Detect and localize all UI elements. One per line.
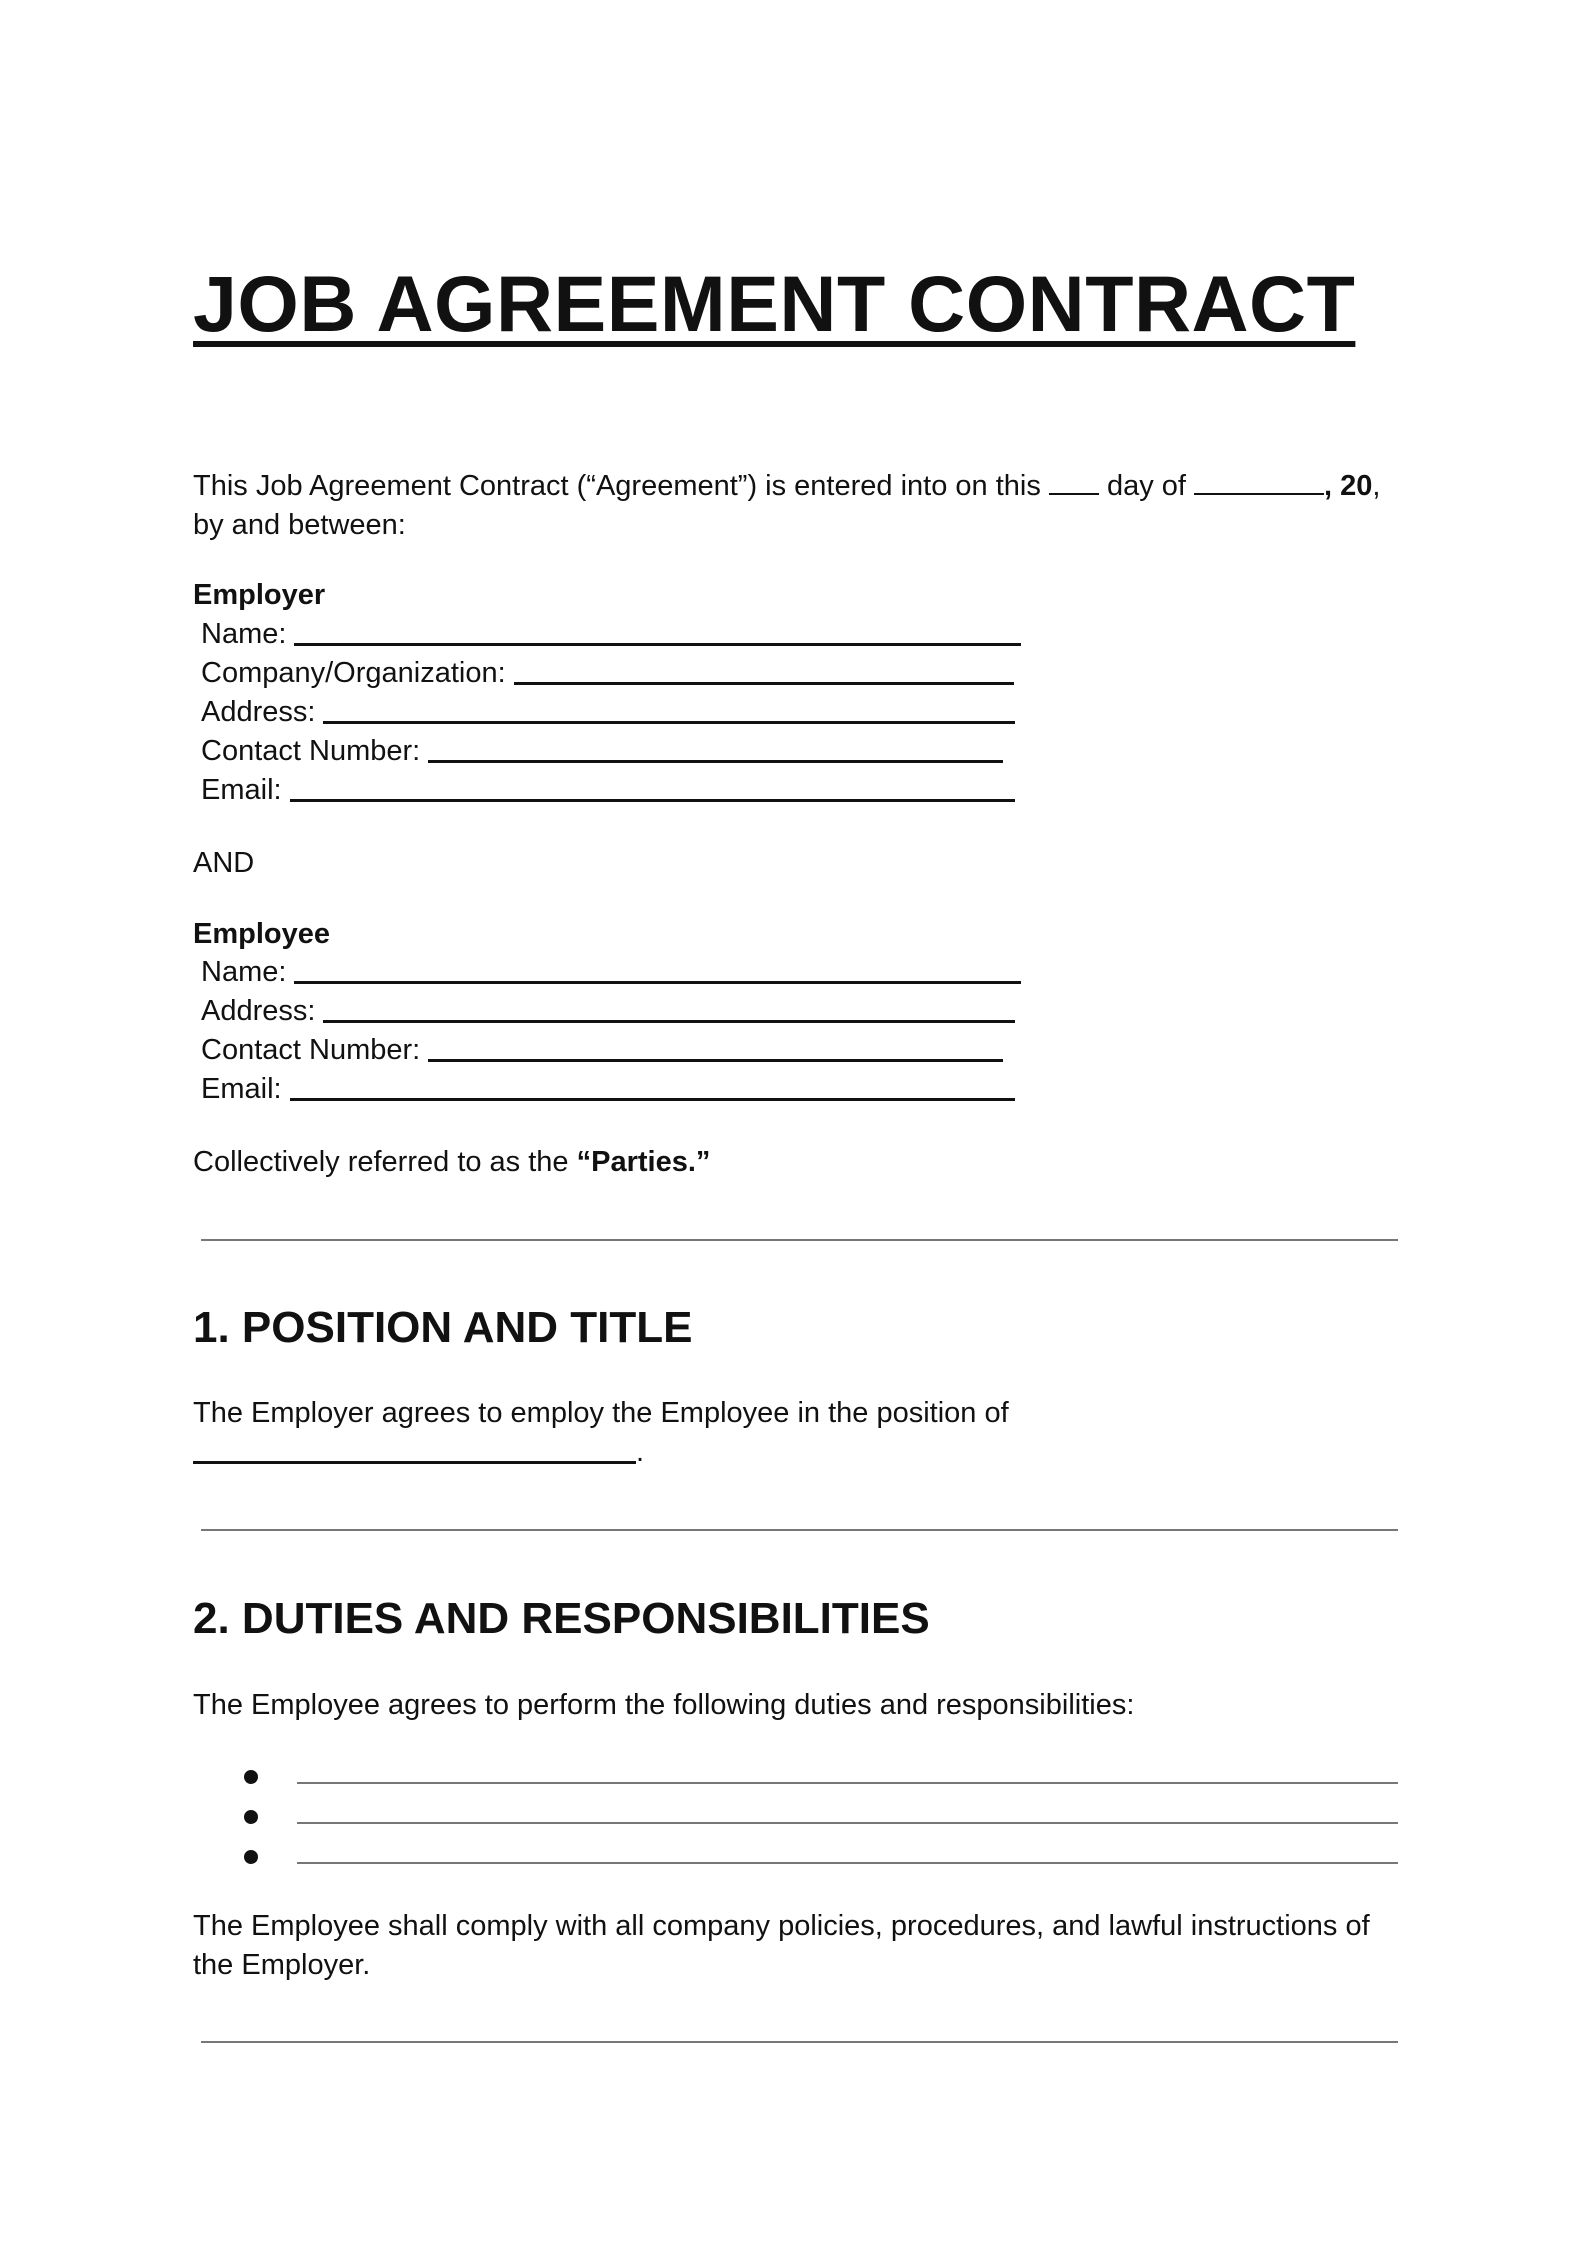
employee-contact-field[interactable]	[201, 1031, 1003, 1070]
fill-line[interactable]	[323, 721, 1015, 724]
compliance-paragraph: The Employee shall comply with all company policies, procedures, and lawful instructions of the Employer.	[193, 1910, 1370, 1981]
intro-text-2: day of	[1098, 470, 1195, 502]
section-2-title: 2. DUTIES AND RESPONSIBILITIES	[193, 1594, 930, 1643]
bullet-dot	[244, 1850, 258, 1864]
fill-line[interactable]	[428, 1059, 1003, 1062]
section-1-text: The Employer agrees to employ the Employee in the position of	[193, 1397, 1009, 1429]
field-label: Address:	[201, 995, 316, 1027]
field-label: Name:	[201, 956, 287, 988]
employer-email-field[interactable]	[201, 771, 1015, 810]
employee-email-field[interactable]	[201, 1070, 1015, 1109]
fill-line[interactable]	[428, 760, 1003, 763]
section-divider	[201, 2041, 1398, 2043]
employer-company-field[interactable]	[201, 654, 1014, 693]
bullet-dot	[244, 1810, 258, 1824]
and-label: AND	[193, 847, 255, 879]
field-label: Address:	[201, 696, 316, 728]
section-divider	[201, 1239, 1398, 1241]
section-2-intro: The Employee agrees to perform the following duties and responsibilities:	[193, 1689, 1135, 1721]
year-prefix: , 20	[1324, 470, 1373, 502]
field-label: Email:	[201, 1073, 282, 1105]
employer-heading: Employer	[193, 579, 326, 611]
fill-line[interactable]	[290, 799, 1015, 802]
intro-paragraph	[193, 467, 1408, 545]
fill-line[interactable]	[294, 643, 1021, 646]
position-fill-line[interactable]	[193, 1461, 636, 1464]
section-divider	[201, 1529, 1398, 1531]
employee-name-field[interactable]	[201, 953, 1021, 992]
employer-name-field[interactable]	[201, 615, 1021, 654]
parties-bold: “Parties.”	[576, 1146, 711, 1178]
employer-address-field[interactable]	[201, 693, 1015, 732]
position-field[interactable]	[193, 1433, 644, 1472]
duty-line[interactable]	[297, 1822, 1398, 1824]
intro-text-3: , by and between:	[193, 470, 1381, 541]
intro-text-1: This Job Agreement Contract (“Agreement”) is entered into on this	[193, 470, 1049, 502]
duty-line[interactable]	[297, 1782, 1398, 1784]
field-label: Name:	[201, 618, 287, 650]
section-1-title: 1. POSITION AND TITLE	[193, 1303, 693, 1352]
day-blank[interactable]	[1049, 493, 1099, 495]
parties-text: Collectively referred to as the	[193, 1146, 577, 1178]
document-title: JOB AGREEMENT CONTRACT	[193, 259, 1356, 348]
field-label: Contact Number:	[201, 735, 421, 767]
bullet-dot	[244, 1770, 258, 1784]
employee-heading: Employee	[193, 918, 330, 950]
field-label: Contact Number:	[201, 1034, 421, 1066]
month-blank[interactable]	[1194, 493, 1324, 495]
parties-paragraph	[193, 1143, 1408, 1182]
field-label: Email:	[201, 774, 282, 806]
fill-line[interactable]	[514, 682, 1014, 685]
position-period: .	[636, 1436, 645, 1468]
fill-line[interactable]	[290, 1098, 1015, 1101]
fill-line[interactable]	[323, 1020, 1015, 1023]
duty-line[interactable]	[297, 1862, 1398, 1864]
employee-address-field[interactable]	[201, 992, 1015, 1031]
field-label: Company/Organization:	[201, 657, 506, 689]
fill-line[interactable]	[294, 981, 1021, 984]
employer-contact-field[interactable]	[201, 732, 1003, 771]
